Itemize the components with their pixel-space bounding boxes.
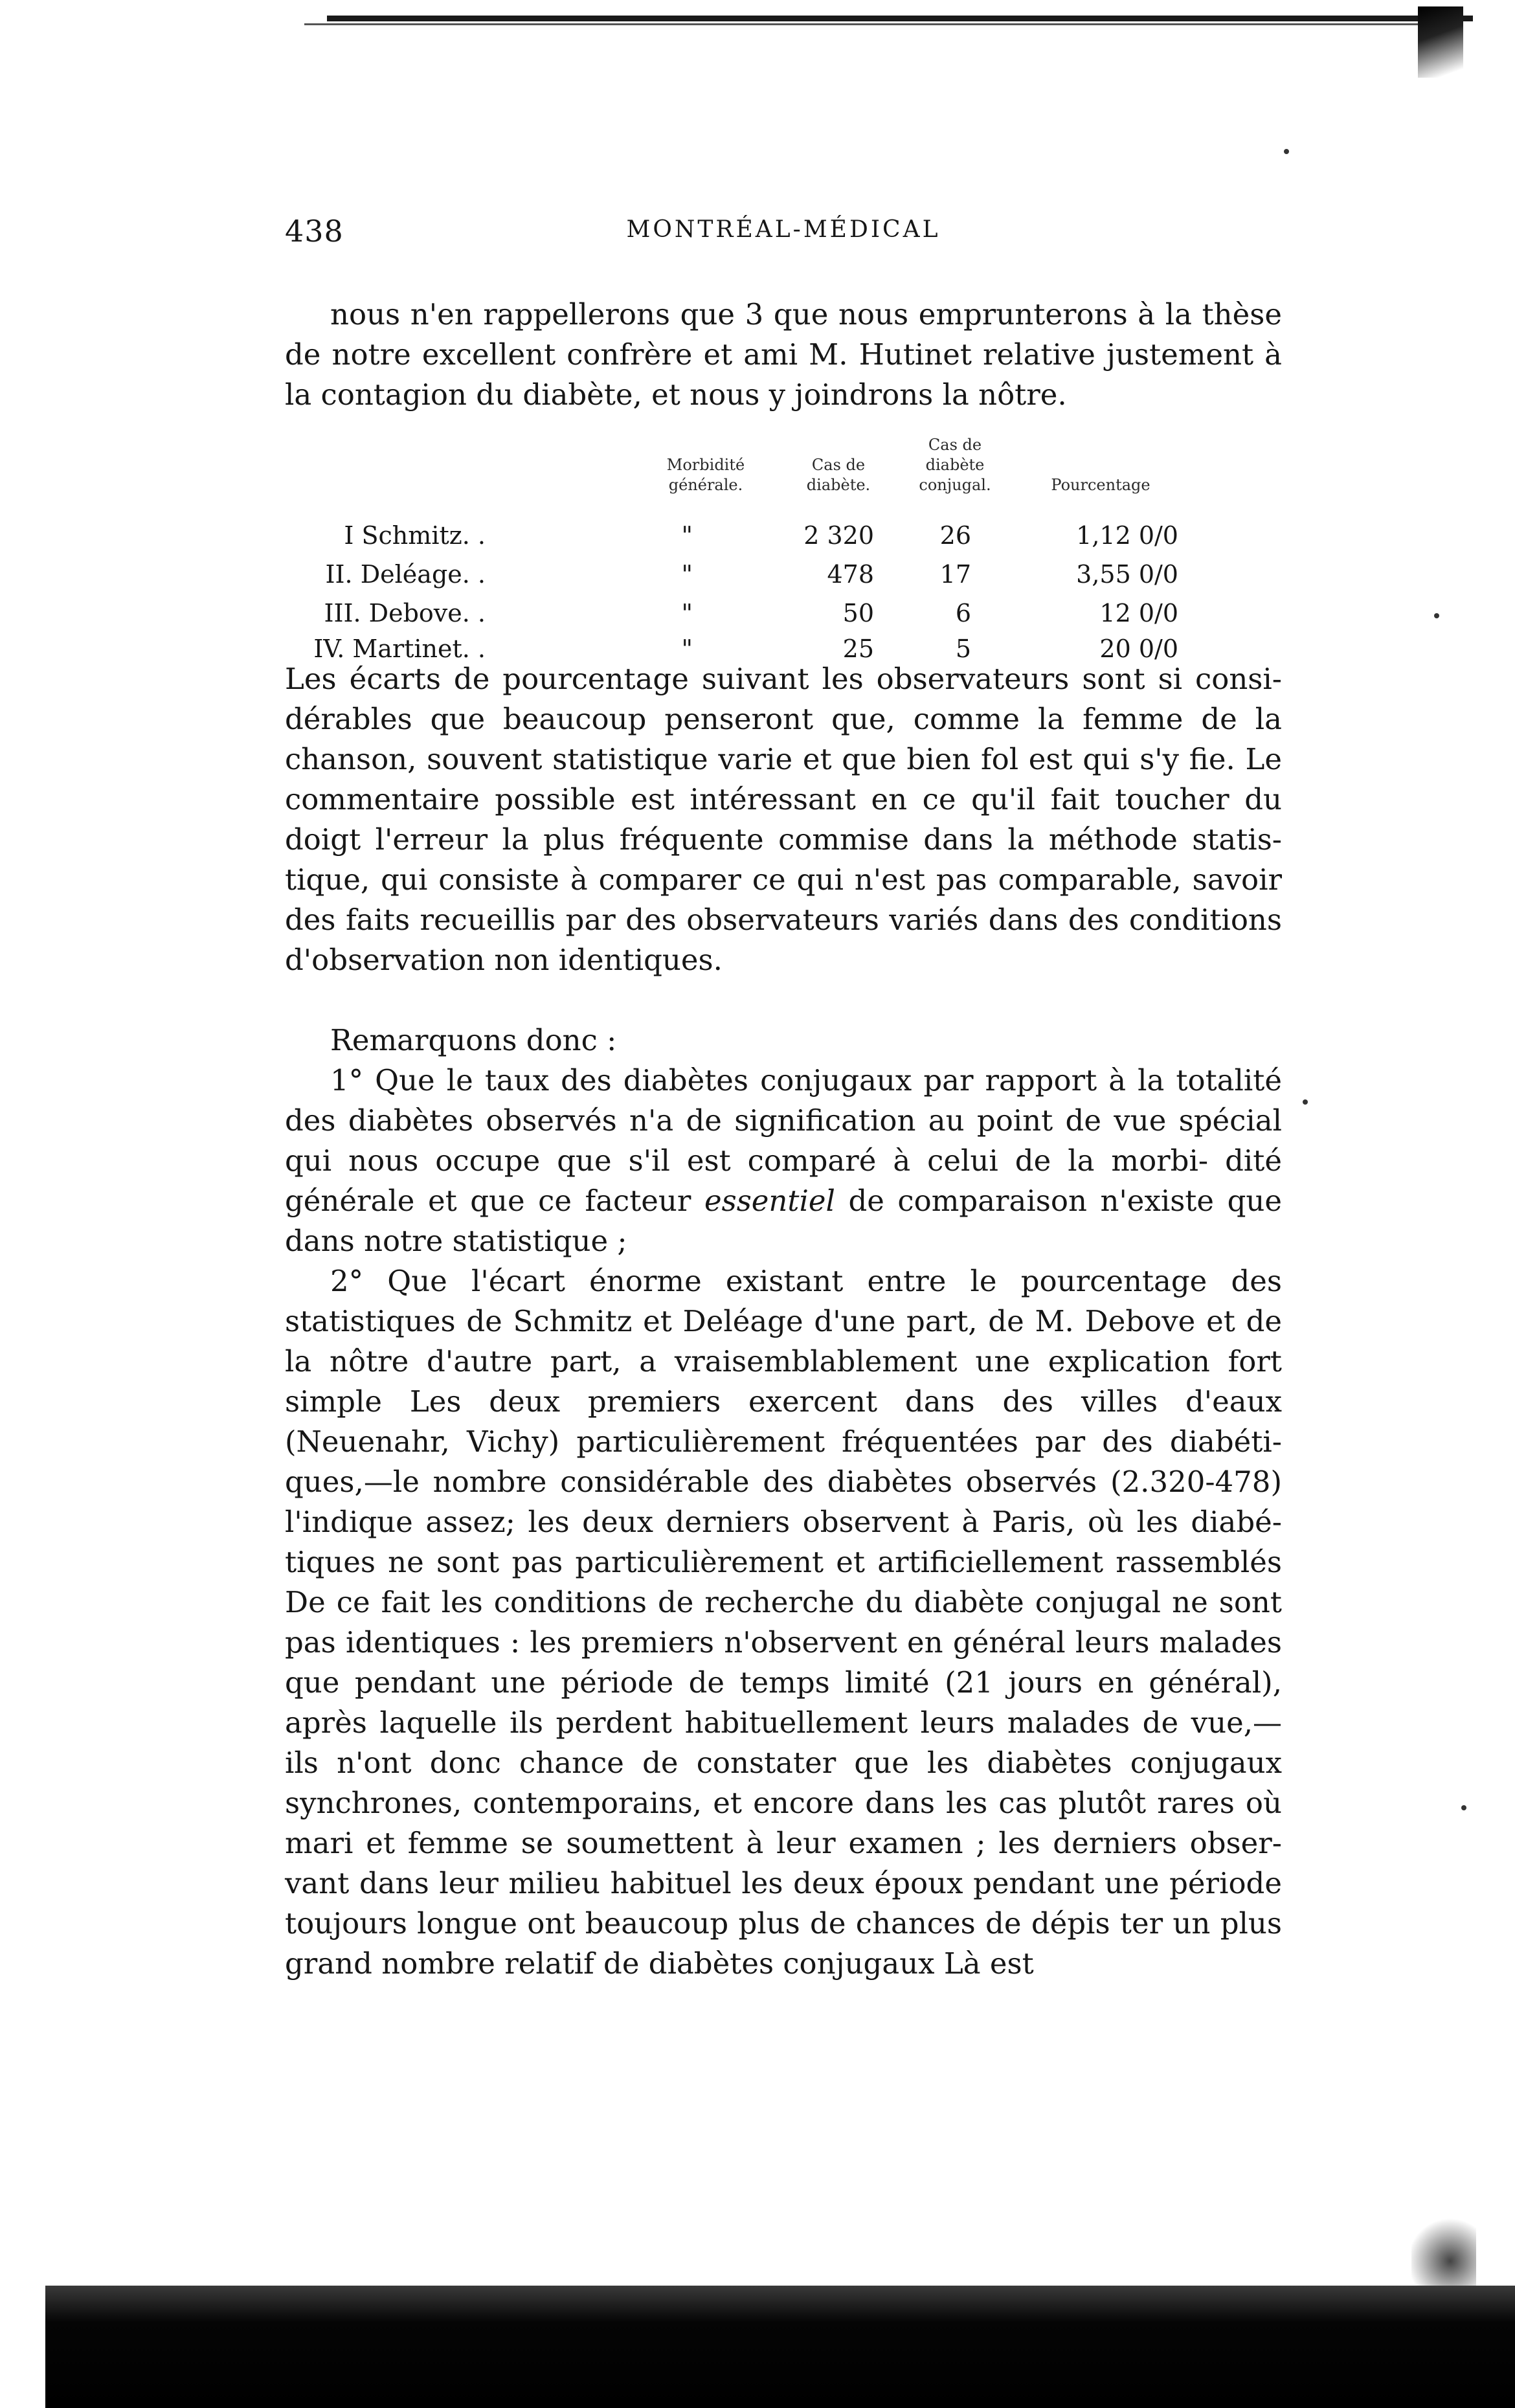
cell-morbidite: " (681, 521, 693, 550)
cell-morbidite: " (681, 560, 693, 589)
text-line: Le commentaire possible est intéressant en ce qu'il fait toucher du (285, 742, 1282, 816)
scan-bottom-border (45, 2286, 1515, 2408)
scan-corner-mark (1418, 6, 1463, 78)
text-line: pas identiques : les premiers n'observent en général leurs malades (285, 1625, 1282, 1660)
table-row (285, 521, 1282, 554)
col-header-morbidite: Morbidité générale. (666, 456, 745, 494)
page-number: 438 (285, 214, 344, 249)
scan-speck (1461, 1805, 1466, 1810)
text-line: 2° Que l'écart énorme existant entre le pourcentage des (330, 1264, 1282, 1298)
emphasis-essentiel: essentiel (704, 1184, 835, 1218)
cell-pourcentage: 20 0/0 (1099, 635, 1178, 663)
text-line: simple Les deux premiers exercent dans des villes d'eaux (285, 1384, 1282, 1419)
text-line: 1° Que le taux des diabètes conjugaux par rapport à la (330, 1063, 1165, 1097)
text-line: De ce fait les conditions de recherche du diabète conjugal ne sont (285, 1585, 1282, 1619)
ecarts-paragraph (285, 659, 1282, 980)
text-line: chanson, souvent statistique varie et que bien fol est qui s'y fie. (285, 742, 1235, 776)
text-line: (Neuenahr, Vichy) particulièrement fréquentées par des diabéti- (285, 1424, 1282, 1459)
scan-top-rule (327, 16, 1473, 21)
text-line: nous n'en rappellerons que 3 que nous emprunterons à la thèse (330, 297, 1282, 332)
text-line: totalité des diabètes observés n'a de signification au point de vue (285, 1063, 1282, 1138)
text-line: tique, qui consiste à comparer ce qui n'est pas comparable, savoir (285, 862, 1282, 897)
text-line: après laquelle ils perdent habituellement leurs malades de vue,— (285, 1705, 1282, 1740)
text-line: spécial qui nous occupe que s'il est comparé à celui de la morbi- (285, 1103, 1282, 1178)
cell-morbidite: " (681, 599, 693, 627)
table-row (285, 560, 1282, 592)
row-label: IV. Martinet. . (313, 635, 486, 663)
text-line: d'observation non identiques. (285, 943, 723, 977)
text-line: que pendant une période de temps limité (21 jours en général), (285, 1665, 1282, 1700)
page-header (285, 214, 1282, 259)
point-1-paragraph (285, 1061, 1282, 1261)
scan-speck (1284, 149, 1289, 154)
cell-conjugal: 17 (939, 560, 971, 589)
remarquons-paragraph (285, 1020, 1282, 1061)
text-line: mari et femme se soumettent à leur examen ; les derniers obser- (285, 1826, 1282, 1860)
col-header-pourcentage: Pourcentage (1051, 476, 1150, 494)
row-label: III. Debove. . (324, 599, 486, 627)
point-2-paragraph (285, 1261, 1282, 1984)
scan-speck (1434, 613, 1439, 618)
table-row (285, 599, 1282, 631)
text-line: à la contagion du diabète, et nous y joindrons la nôtre. (285, 337, 1282, 412)
cell-pourcentage: 12 0/0 (1099, 599, 1178, 627)
text-line: de notre excellent confrère et ami M. Hutinet relative justement (285, 337, 1254, 372)
text-line: que dans notre statistique ; (285, 1184, 1282, 1258)
text-line: Remarquons donc : (330, 1023, 617, 1057)
text-line: ques,—le nombre considérable des diabètes observés (2.320-478) (285, 1465, 1282, 1499)
text-line: l'indique assez; les deux derniers observent à Paris, où les diabé- (285, 1505, 1282, 1539)
scan-speck (1411, 2214, 1476, 2292)
text-line: Les écarts de pourcentage suivant les observateurs sont si consi- (285, 662, 1282, 696)
text-line: synchrones, contemporains, et encore dans les cas plutôt rares où (285, 1786, 1282, 1820)
cell-cas: 25 (842, 635, 874, 663)
text-line: statistiques de Schmitz et Deléage d'une part, de M. Debove et (285, 1304, 1235, 1338)
text-line: doigt l'erreur la plus fréquente commise dans la méthode statis- (285, 822, 1282, 857)
scan-speck (1303, 1099, 1308, 1105)
row-label: II. Deléage. . (325, 560, 486, 589)
text-line: des faits recueillis par des observateurs variés dans des conditions (285, 903, 1282, 937)
text-line: de comparaison n'existe (835, 1184, 1215, 1218)
cell-conjugal: 5 (955, 635, 971, 663)
cell-morbidite: " (681, 635, 693, 663)
text-line: vant dans leur milieu habituel les deux époux pendant une (285, 1866, 1160, 1900)
col-header-conjugal: Cas de diabète conjugal. (919, 436, 991, 494)
text-line: tiques ne sont pas particulièrement et artificiellement rassemblés (285, 1545, 1282, 1579)
col-header-cas: Cas de diabète. (806, 456, 871, 494)
text-line: dité générale et que ce facteur (285, 1143, 1283, 1218)
statistics-table (285, 424, 1282, 664)
text-line: dérables que beaucoup penseront que, comme la femme de la (285, 702, 1282, 736)
scan-top-rule-thin (304, 23, 1457, 25)
cell-cas: 478 (827, 560, 874, 589)
row-label: I Schmitz. . (344, 521, 486, 550)
intro-paragraph (285, 295, 1282, 415)
cell-pourcentage: 3,55 0/0 (1076, 560, 1178, 589)
text-line: de la nôtre d'autre part, a vraisemblablement une explication fort (285, 1304, 1282, 1378)
text-line: ter un plus grand nombre relatif de diabètes conjugaux Là est (285, 1906, 1282, 1981)
cell-conjugal: 6 (955, 599, 971, 627)
text-line: ils n'ont donc chance de constater que les diabètes conjugaux (285, 1746, 1282, 1780)
cell-cas: 2 320 (803, 521, 874, 550)
running-head: MONTRÉAL-MÉDICAL (626, 216, 941, 243)
cell-cas: 50 (842, 599, 874, 627)
text-line: période toujours longue ont beaucoup plus de chances de dépis (285, 1866, 1282, 1941)
cell-pourcentage: 1,12 0/0 (1076, 521, 1178, 550)
cell-conjugal: 26 (939, 521, 971, 550)
